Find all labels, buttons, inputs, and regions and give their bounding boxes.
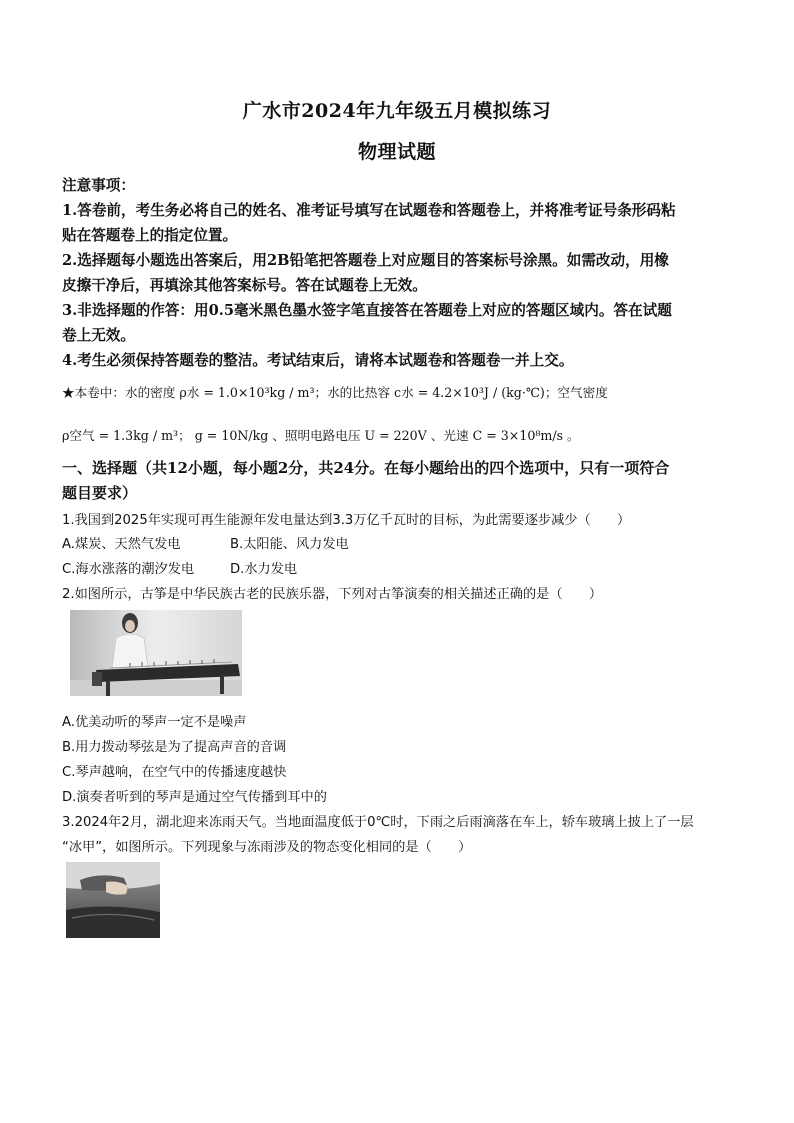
question-3-stem-cont: “冰甲”，如图所示。下列现象与冻雨涉及的物态变化相同的是（ ） bbox=[62, 840, 472, 855]
constants-line-1: ★本卷中：水的密度 ρ水 = 1.0×10³kg / m³；水的比热容 c水 = 4.2×10³J / (kg·℃)；空气密度 bbox=[62, 385, 608, 400]
exam-subtitle: 物理试题 bbox=[357, 141, 436, 163]
notice-line: 1.答卷前，考生务必将自己的姓名、准考证号填写在试题卷和答题卷上，并将准考证号条形码粘 bbox=[62, 202, 676, 219]
section-heading: 一、选择题（共12小题，每小题2分，共24分。在每小题给出的四个选项中，只有一项符合 bbox=[62, 459, 670, 477]
notice-line: 卷上无效。 bbox=[62, 327, 135, 344]
question-1-option-c: C.海水涨落的潮汐发电 bbox=[62, 562, 195, 577]
question-3-stem: 3.2024年2月，湖北迎来冻雨天气。当地面温度低于0℃时，下雨之后雨滴落在车上，轿车玻璃上披上了一层 bbox=[62, 815, 694, 830]
question-2-option-d: D.演奏者听到的琴声是通过空气传播到耳中的 bbox=[62, 790, 327, 805]
constants-line-2: ρ空气 = 1.3kg / m³； g = 10N/kg 、照明电路电压 U = 220V 、光速 C = 3×10⁸m/s 。 bbox=[62, 428, 580, 443]
question-1-option-a: A.煤炭、天然气发电 bbox=[62, 537, 181, 552]
question-2-option-c: C.琴声越响，在空气中的传播速度越快 bbox=[62, 765, 287, 780]
notice-line: 4.考生必须保持答题卷的整洁。考试结束后，请将本试题卷和答题卷一并上交。 bbox=[62, 352, 574, 369]
question-1-stem: 1.我国到2025年实现可再生能源年发电量达到3.3万亿千瓦时的目标，为此需要逐步减少（ ） bbox=[62, 513, 631, 528]
question-2-option-b: B.用力拨动琴弦是为了提高声音的音调 bbox=[62, 740, 287, 755]
question-2-option-a: A.优美动听的琴声一定不是噪声 bbox=[62, 715, 247, 730]
notice-line: 贴在答题卷上的指定位置。 bbox=[62, 227, 238, 244]
guzheng-photo bbox=[70, 610, 242, 696]
exam-title: 广水市2024年九年级五月模拟练习 bbox=[242, 100, 552, 122]
section-heading-cont: 题目要求） bbox=[62, 484, 138, 502]
question-1-option-d: D.水力发电 bbox=[230, 562, 298, 577]
notice-line: 2.选择题每小题选出答案后，用2B铅笔把答题卷上对应题目的答案标号涂黑。如需改动，用橡 bbox=[62, 252, 669, 269]
notice-line: 3.非选择题的作答：用0.5毫米黑色墨水签字笔直接答在答题卷上对应的答题区域内。答在试题 bbox=[62, 302, 672, 319]
question-1-option-b: B.太阳能、风力发电 bbox=[230, 537, 349, 552]
notice-heading: 注意事项： bbox=[62, 177, 135, 194]
question-2-stem: 2.如图所示，古筝是中华民族古老的民族乐器，下列对古筝演奏的相关描述正确的是（ ） bbox=[62, 587, 603, 602]
ice-glaze-photo bbox=[66, 862, 160, 938]
notice-line: 皮擦干净后，再填涂其他答案标号。答在试题卷上无效。 bbox=[62, 277, 427, 294]
